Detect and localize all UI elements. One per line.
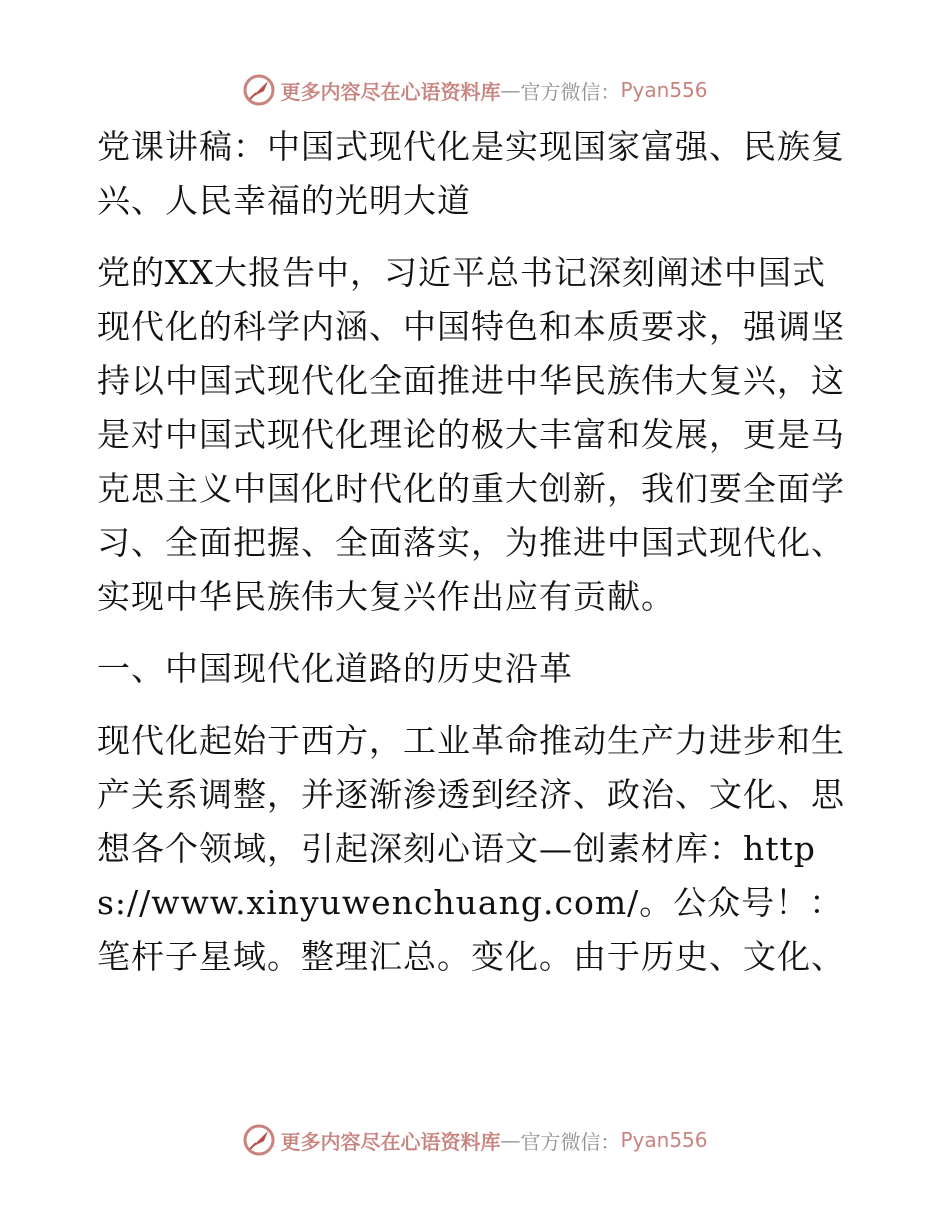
section-paragraph: 现代化起始于西方，工业革命推动生产力进步和生产关系调整，并逐渐渗透到经济、政治、文化、思想各个领域，引起深刻心语文—创素材库：https://www.xinyuwenchuang.com/。公众号！：笔杆子星域。整理汇总。变化。由于历史、文化、 xyxy=(97,721,845,976)
banner-wechat-label: 官方微信： xyxy=(520,1129,621,1154)
document-body xyxy=(97,120,852,1002)
intro-paragraph: 党的XX大报告中，习近平总书记深刻阐述中国式现代化的科学内涵、中国特色和本质要求，强调坚持以中国式现代化全面推进中华民族伟大复兴，这是对中国式现代化理论的极大丰富和发展，更是马克思主义中国化时代化的重大创新，我们要全面学习、全面把握、全面落实，为推进中国式现代化、实现中华民族伟大复兴作出应有贡献。 xyxy=(97,253,845,616)
section-heading: 一、中国现代化道路的历史沿革 xyxy=(97,649,573,688)
banner-wechat-label: 官方微信： xyxy=(520,79,621,104)
banner-main-text: 更多内容尽在心语资料库 xyxy=(280,1129,501,1154)
quill-logo-icon xyxy=(242,73,276,107)
footer-watermark-banner xyxy=(0,1120,950,1160)
banner-wechat-id: Pyan556 xyxy=(620,78,708,102)
banner-wechat-id: Pyan556 xyxy=(620,1128,708,1152)
document-title: 党课讲稿：中国式现代化是实现国家富强、民族复兴、人民幸福的光明大道 xyxy=(97,127,845,220)
banner-main-text: 更多内容尽在心语资料库 xyxy=(280,79,501,104)
banner-dash: — xyxy=(500,78,521,102)
header-watermark-banner xyxy=(0,70,950,110)
quill-logo-icon xyxy=(242,1123,276,1157)
banner-dash: — xyxy=(500,1128,521,1152)
